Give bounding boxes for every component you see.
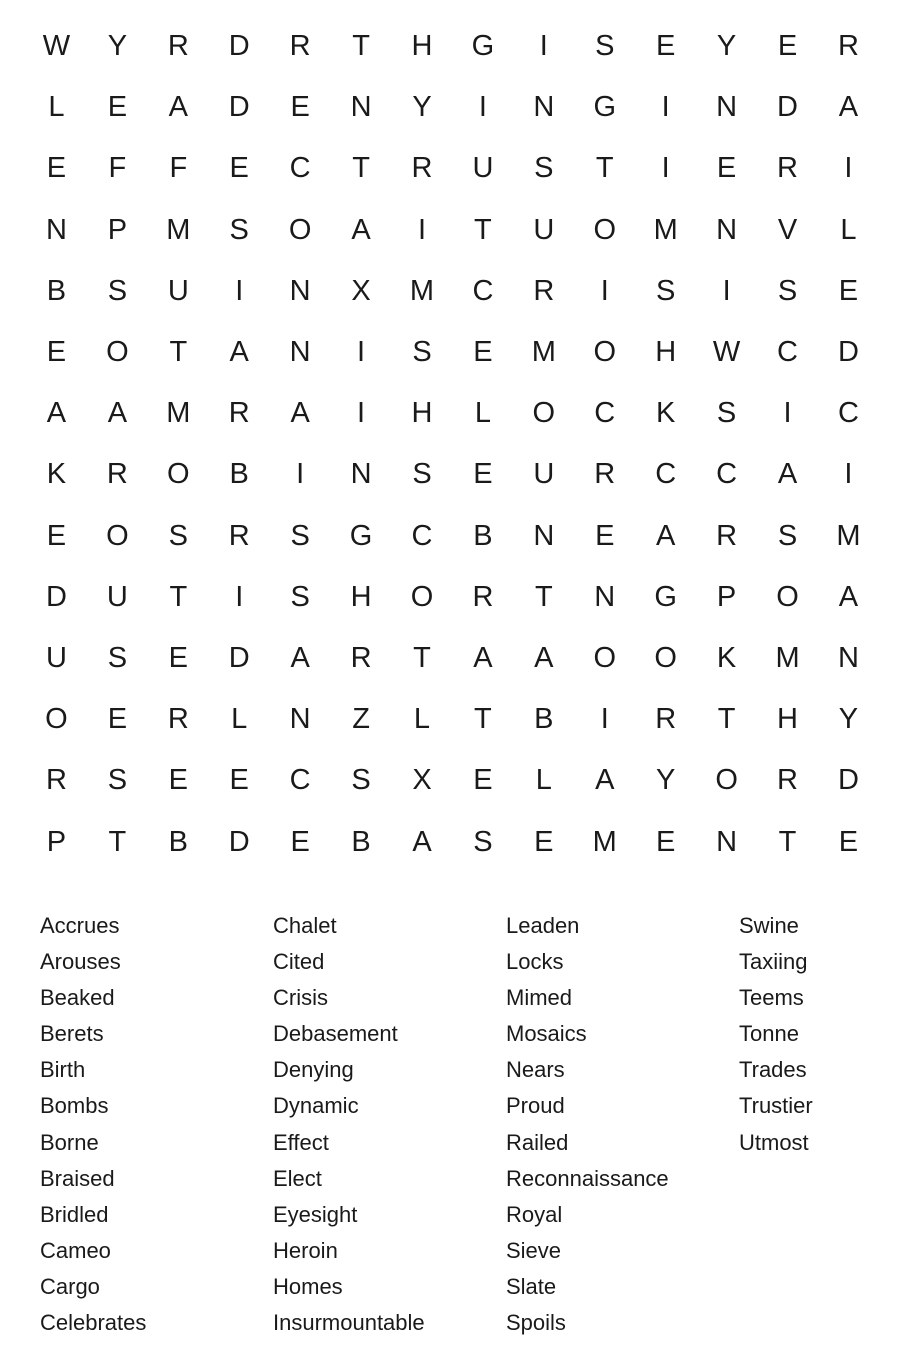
grid-letter[interactable]: A <box>46 397 67 430</box>
grid-letter[interactable]: U <box>167 274 189 307</box>
grid-letter[interactable]: R <box>837 30 859 63</box>
grid-letter[interactable]: C <box>472 274 494 307</box>
grid-letter[interactable]: W <box>42 30 71 63</box>
grid-letter[interactable]: C <box>655 458 677 491</box>
grid-letter[interactable]: R <box>167 703 189 736</box>
grid-letter[interactable]: M <box>836 519 861 552</box>
grid-letter[interactable]: A <box>595 764 615 797</box>
grid-letter[interactable]: S <box>656 274 676 307</box>
grid-letter[interactable]: E <box>46 336 67 369</box>
word-item: Cameo <box>40 1237 111 1263</box>
grid-letter[interactable]: R <box>228 397 250 430</box>
grid-letter[interactable]: O <box>593 336 617 369</box>
word-list <box>40 908 902 1341</box>
grid-letter[interactable]: S <box>534 152 554 185</box>
word-item: Railed <box>506 1129 569 1155</box>
grid-letter[interactable]: I <box>600 703 609 736</box>
grid-letter[interactable]: E <box>656 825 676 858</box>
grid-letter[interactable]: E <box>46 152 67 185</box>
grid-letter[interactable]: H <box>411 30 433 63</box>
grid-letter[interactable]: I <box>600 274 609 307</box>
grid-letter[interactable]: Y <box>838 703 859 736</box>
grid-letter[interactable]: E <box>107 703 128 736</box>
grid-letter[interactable]: L <box>48 91 65 124</box>
word-item: Elect <box>273 1165 322 1191</box>
grid-row <box>26 689 879 750</box>
grid-letter[interactable]: M <box>592 825 617 858</box>
grid-letter[interactable]: R <box>350 641 372 674</box>
word-column <box>506 908 739 1341</box>
grid-letter[interactable]: N <box>289 703 311 736</box>
grid-letter[interactable]: A <box>229 336 249 369</box>
grid-letter[interactable]: O <box>654 641 677 674</box>
grid-letter[interactable]: E <box>656 30 676 63</box>
grid-letter[interactable]: R <box>777 152 798 185</box>
word-item: Celebrates <box>40 1310 147 1336</box>
grid-row <box>26 444 879 505</box>
grid-letter[interactable]: A <box>351 213 371 246</box>
grid-letter[interactable]: S <box>290 519 310 552</box>
word-item: Debasement <box>273 1021 398 1047</box>
grid-letter[interactable]: R <box>472 580 494 613</box>
grid-letter[interactable]: N <box>350 458 372 491</box>
grid-letter[interactable]: A <box>777 458 798 491</box>
word-item: Insurmountable <box>273 1310 425 1336</box>
word-item: Birth <box>40 1057 86 1083</box>
grid-letter[interactable]: O <box>106 336 129 369</box>
grid-letter[interactable]: I <box>235 580 244 613</box>
grid-letter[interactable]: E <box>838 825 859 858</box>
grid-letter[interactable]: L <box>474 397 491 430</box>
grid-letter[interactable]: T <box>169 336 188 369</box>
grid-letter[interactable]: A <box>107 397 128 430</box>
grid-letter[interactable]: Y <box>656 764 676 797</box>
grid-letter[interactable]: A <box>473 641 493 674</box>
grid-letter[interactable]: H <box>350 580 372 613</box>
grid-letter[interactable]: H <box>411 397 433 430</box>
grid-letter[interactable]: G <box>654 580 677 613</box>
word-item: Homes <box>273 1273 343 1299</box>
word-column <box>40 908 273 1341</box>
grid-letter[interactable]: M <box>653 213 678 246</box>
grid-letter[interactable]: N <box>594 580 616 613</box>
word-item: Proud <box>506 1093 565 1119</box>
word-column <box>739 908 902 1341</box>
word-item: Bombs <box>40 1093 109 1119</box>
grid-letter[interactable]: A <box>412 825 432 858</box>
grid-letter[interactable]: K <box>46 458 67 491</box>
grid-letter[interactable]: N <box>716 213 738 246</box>
grid-letter[interactable]: S <box>168 519 188 552</box>
grid-letter[interactable]: A <box>838 91 859 124</box>
word-item: Dynamic <box>273 1093 359 1119</box>
word-item: Taxiing <box>739 949 808 975</box>
word-item: Teems <box>739 985 804 1011</box>
grid-letter[interactable]: S <box>777 519 798 552</box>
grid-letter[interactable]: H <box>777 703 798 736</box>
grid-letter[interactable]: E <box>473 764 493 797</box>
grid-letter[interactable]: B <box>46 274 67 307</box>
grid-letter[interactable]: A <box>168 91 188 124</box>
grid-letter[interactable]: B <box>229 458 249 491</box>
word-item: Swine <box>739 913 799 938</box>
grid-letter[interactable]: A <box>534 641 554 674</box>
grid-letter[interactable]: R <box>777 764 798 797</box>
grid-letter[interactable]: C <box>289 764 311 797</box>
word-item: Slate <box>506 1273 557 1299</box>
grid-letter[interactable]: Y <box>716 30 737 63</box>
grid-letter[interactable]: N <box>289 336 311 369</box>
grid-letter[interactable]: I <box>417 213 427 246</box>
grid-letter[interactable]: O <box>410 580 434 613</box>
grid-letter[interactable]: I <box>296 458 305 491</box>
grid-letter[interactable]: D <box>228 91 250 124</box>
grid-letter[interactable]: I <box>539 30 548 63</box>
grid-letter[interactable]: S <box>290 580 310 613</box>
grid-letter[interactable]: T <box>595 152 614 185</box>
grid-letter[interactable]: B <box>351 825 371 858</box>
grid-letter[interactable]: Y <box>412 91 432 124</box>
grid-letter[interactable]: G <box>593 91 617 124</box>
grid-letter[interactable]: E <box>595 519 615 552</box>
word-item: Arouses <box>40 949 121 975</box>
word-item: Braised <box>40 1165 115 1191</box>
grid-row <box>26 750 879 811</box>
grid-letter[interactable]: A <box>290 641 310 674</box>
grid-letter[interactable]: S <box>716 397 737 430</box>
grid-row <box>26 77 879 138</box>
grid-letter[interactable]: E <box>290 91 310 124</box>
grid-letter[interactable]: N <box>533 519 555 552</box>
grid-row <box>26 322 879 383</box>
letter-grid <box>26 16 879 873</box>
word-item: Spoils <box>506 1310 566 1336</box>
grid-letter[interactable]: G <box>349 519 373 552</box>
word-item: Nears <box>506 1057 565 1083</box>
word-item: Crisis <box>273 985 328 1011</box>
grid-letter[interactable]: D <box>837 336 859 369</box>
grid-letter[interactable]: N <box>289 274 311 307</box>
grid-letter[interactable]: R <box>533 274 555 307</box>
grid-letter[interactable]: S <box>412 458 432 491</box>
grid-letter[interactable]: S <box>107 641 128 674</box>
grid-letter[interactable]: E <box>534 825 554 858</box>
grid-letter[interactable]: P <box>46 825 67 858</box>
grid-letter[interactable]: E <box>107 91 128 124</box>
grid-letter[interactable]: B <box>473 519 493 552</box>
word-item: Mosaics <box>506 1021 587 1047</box>
grid-letter[interactable]: N <box>716 91 738 124</box>
grid-letter[interactable]: S <box>351 764 371 797</box>
grid-letter[interactable]: N <box>533 91 555 124</box>
grid-letter[interactable]: M <box>166 213 191 246</box>
grid-letter[interactable]: U <box>533 458 555 491</box>
grid-letter[interactable]: O <box>532 397 556 430</box>
grid-letter[interactable]: T <box>717 703 736 736</box>
word-item: Trades <box>739 1057 807 1083</box>
word-item: Utmost <box>739 1129 809 1155</box>
grid-letter[interactable]: T <box>474 213 492 246</box>
grid-letter[interactable]: Y <box>107 30 128 63</box>
grid-letter[interactable]: L <box>535 764 552 797</box>
grid-row <box>26 16 879 77</box>
grid-letter[interactable]: E <box>168 641 188 674</box>
grid-letter[interactable]: C <box>837 397 859 430</box>
grid-letter[interactable]: N <box>350 91 372 124</box>
grid-letter[interactable]: S <box>595 30 615 63</box>
grid-letter[interactable]: S <box>412 336 432 369</box>
grid-letter[interactable]: E <box>168 764 188 797</box>
grid-letter[interactable]: M <box>166 397 191 430</box>
grid-letter[interactable]: H <box>655 336 677 369</box>
grid-letter[interactable]: I <box>661 152 670 185</box>
grid-letter[interactable]: O <box>106 519 129 552</box>
word-item: Denying <box>273 1057 354 1083</box>
grid-letter[interactable]: F <box>169 152 188 185</box>
grid-letter[interactable]: I <box>783 397 792 430</box>
grid-letter[interactable]: W <box>712 336 741 369</box>
grid-letter[interactable]: A <box>290 397 310 430</box>
grid-letter[interactable]: M <box>531 336 556 369</box>
grid-letter[interactable]: R <box>167 30 189 63</box>
word-item: Eyesight <box>273 1201 358 1227</box>
grid-letter[interactable]: C <box>289 152 311 185</box>
grid-letter[interactable]: O <box>776 580 799 613</box>
grid-letter[interactable]: O <box>593 641 617 674</box>
word-item: Tonne <box>739 1021 799 1047</box>
grid-letter[interactable]: T <box>534 580 553 613</box>
grid-letter[interactable]: D <box>45 580 67 613</box>
grid-row <box>26 261 879 322</box>
grid-letter[interactable]: P <box>716 580 737 613</box>
grid-letter[interactable]: T <box>352 30 370 63</box>
word-column <box>273 908 506 1341</box>
word-item: Beaked <box>40 985 115 1011</box>
grid-letter[interactable]: I <box>844 152 853 185</box>
grid-letter[interactable]: S <box>229 213 249 246</box>
grid-letter[interactable]: E <box>290 825 310 858</box>
grid-letter[interactable]: S <box>473 825 493 858</box>
word-item: Borne <box>40 1129 99 1155</box>
grid-letter[interactable]: I <box>478 91 487 124</box>
word-item: Mimed <box>506 985 573 1011</box>
grid-letter[interactable]: K <box>716 641 737 674</box>
grid-letter[interactable]: E <box>777 30 798 63</box>
word-item: Bridled <box>40 1201 109 1227</box>
grid-letter[interactable]: V <box>777 213 798 246</box>
grid-letter[interactable]: E <box>716 152 737 185</box>
word-item: Chalet <box>273 913 337 938</box>
word-item: Berets <box>40 1021 104 1047</box>
grid-letter[interactable]: I <box>844 458 853 491</box>
grid-letter[interactable]: T <box>108 825 127 858</box>
grid-letter[interactable]: L <box>231 703 248 736</box>
grid-letter[interactable]: I <box>661 91 670 124</box>
grid-letter[interactable]: O <box>593 213 617 246</box>
grid-letter[interactable]: S <box>107 764 128 797</box>
grid-row <box>26 383 879 444</box>
grid-row <box>26 200 879 261</box>
grid-letter[interactable]: D <box>228 641 250 674</box>
word-item: Trustier <box>739 1093 813 1119</box>
grid-letter[interactable]: E <box>838 274 859 307</box>
grid-letter[interactable]: G <box>471 30 495 63</box>
grid-letter[interactable]: T <box>352 152 370 185</box>
grid-letter[interactable]: D <box>228 825 250 858</box>
grid-letter[interactable]: T <box>169 580 188 613</box>
grid-letter[interactable]: U <box>106 580 128 613</box>
grid-letter[interactable]: I <box>722 274 731 307</box>
grid-letter[interactable]: A <box>838 580 859 613</box>
grid-letter[interactable]: T <box>474 703 492 736</box>
grid-letter[interactable]: L <box>413 703 431 736</box>
grid-letter[interactable]: C <box>594 397 616 430</box>
grid-letter[interactable]: N <box>45 213 67 246</box>
word-item: Accrues <box>40 913 120 938</box>
word-item: Effect <box>273 1129 329 1155</box>
grid-letter[interactable]: U <box>472 152 494 185</box>
grid-letter[interactable]: S <box>107 274 128 307</box>
word-item: Leaden <box>506 913 580 938</box>
grid-row <box>26 628 879 689</box>
grid-letter[interactable]: F <box>108 152 127 185</box>
grid-letter[interactable]: T <box>778 825 797 858</box>
grid-letter[interactable]: L <box>840 213 857 246</box>
grid-letter[interactable]: B <box>534 703 554 736</box>
grid-letter[interactable]: E <box>229 764 249 797</box>
grid-letter[interactable]: I <box>357 397 366 430</box>
grid-letter[interactable]: S <box>777 274 798 307</box>
grid-letter[interactable]: X <box>412 764 432 797</box>
grid-letter[interactable]: K <box>656 397 676 430</box>
grid-letter[interactable]: O <box>45 703 68 736</box>
grid-letter[interactable]: D <box>777 91 798 124</box>
grid-letter[interactable]: B <box>168 825 188 858</box>
grid-letter[interactable]: E <box>46 519 67 552</box>
grid-letter[interactable]: R <box>106 458 128 491</box>
grid-letter[interactable]: R <box>289 30 311 63</box>
grid-row <box>26 138 879 199</box>
grid-letter[interactable]: M <box>775 641 800 674</box>
grid-letter[interactable]: P <box>107 213 128 246</box>
grid-letter[interactable]: X <box>351 274 371 307</box>
word-item: Sieve <box>506 1237 562 1263</box>
grid-letter[interactable]: R <box>228 519 250 552</box>
word-item: Royal <box>506 1201 563 1227</box>
grid-letter[interactable]: C <box>777 336 798 369</box>
grid-row <box>26 811 879 872</box>
grid-letter[interactable]: O <box>288 213 312 246</box>
grid-letter[interactable]: C <box>716 458 738 491</box>
grid-letter[interactable]: D <box>837 764 859 797</box>
grid-row <box>26 567 879 628</box>
grid-letter[interactable]: U <box>533 213 555 246</box>
grid-letter[interactable]: Z <box>352 703 370 736</box>
word-item: Cargo <box>40 1273 100 1299</box>
grid-letter[interactable]: R <box>655 703 677 736</box>
grid-letter[interactable]: M <box>409 274 435 307</box>
grid-letter[interactable]: T <box>413 641 431 674</box>
grid-letter[interactable]: I <box>357 336 366 369</box>
grid-row <box>26 506 879 567</box>
grid-letter[interactable]: R <box>45 764 67 797</box>
grid-letter[interactable]: E <box>473 458 493 491</box>
word-item: Reconnaissance <box>506 1165 669 1191</box>
grid-letter[interactable]: A <box>656 519 676 552</box>
grid-letter[interactable]: E <box>229 152 249 185</box>
grid-letter[interactable]: R <box>716 519 738 552</box>
grid-letter[interactable]: D <box>228 30 250 63</box>
grid-letter[interactable]: I <box>235 274 244 307</box>
word-item: Cited <box>273 949 325 975</box>
grid-letter[interactable]: N <box>837 641 859 674</box>
grid-letter[interactable]: R <box>411 152 433 185</box>
word-item: Locks <box>506 949 564 975</box>
grid-letter[interactable]: U <box>45 641 67 674</box>
grid-letter[interactable]: R <box>594 458 616 491</box>
grid-letter[interactable]: C <box>411 519 433 552</box>
grid-letter[interactable]: E <box>473 336 493 369</box>
word-item: Heroin <box>273 1237 338 1263</box>
grid-letter[interactable]: O <box>167 458 190 491</box>
grid-letter[interactable]: O <box>715 764 738 797</box>
grid-letter[interactable]: N <box>716 825 738 858</box>
